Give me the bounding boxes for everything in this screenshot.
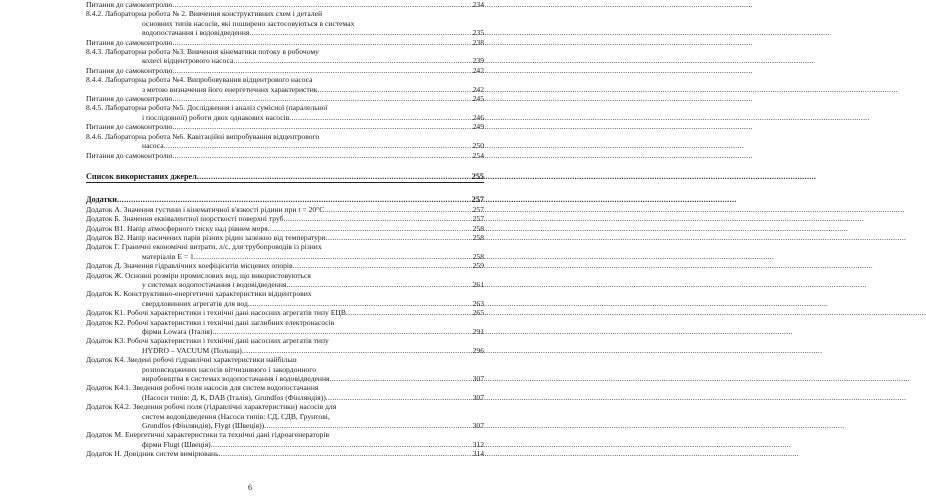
- toc-entry: [86, 195, 484, 204]
- toc-entry: [86, 75, 484, 84]
- toc-page-number: 312: [472, 439, 484, 449]
- toc-page-number: 235: [472, 28, 484, 38]
- toc-entry-title: Додаток Н. Довідник систем вимірювань: [86, 449, 219, 459]
- toc-entry-title: свердловинних агрегатів для вод: [142, 298, 248, 308]
- page-number: 6: [248, 483, 252, 492]
- toc-page-number: 259: [472, 261, 484, 271]
- toc-entry-title: колесі відцентрового насоса: [142, 56, 234, 66]
- toc-entry-title: водопостачання і водовідведення: [142, 28, 250, 38]
- toc-page-number: 263: [472, 298, 484, 308]
- toc-entry: [86, 449, 484, 458]
- toc-entry-title: 8.4.6. Лабораторна робота №6. Кавітаційні випробування відцентрового: [86, 131, 320, 141]
- toc-entry: [86, 261, 484, 270]
- toc-entry-title: 8.4.3. Лабораторна робота №3. Вивчення кінематики потоку в робочому: [86, 47, 319, 57]
- toc-page-number: 242: [472, 65, 484, 75]
- toc-page-number: 249: [472, 122, 484, 132]
- toc-entry-title: розповсюджених насосів вітчизняного і закордонного: [142, 364, 317, 374]
- toc-entry: [86, 172, 484, 181]
- toc-entry: [86, 402, 484, 411]
- toc-page-number: 250: [472, 141, 484, 151]
- toc-entry: [86, 113, 484, 122]
- toc-entry: [86, 318, 484, 327]
- toc-page-number: 245: [472, 94, 484, 104]
- toc-entry: [86, 374, 484, 383]
- toc-entry: [86, 289, 484, 298]
- toc-entry-title: Питання до самоконтролю: [86, 150, 173, 160]
- toc-page-number: 239: [472, 56, 484, 66]
- toc-page-number: 258: [472, 232, 484, 242]
- toc-entry: [86, 271, 484, 280]
- toc-page-number: 296: [472, 345, 484, 355]
- toc-leader-dots: [211, 440, 462, 449]
- toc-entry-title: Питання до самоконтролю: [86, 94, 173, 104]
- toc-page-number: 265: [472, 308, 484, 318]
- toc-entry: [86, 214, 484, 223]
- toc-leader-dots: [164, 141, 462, 150]
- toc-leader-dots: [289, 113, 462, 122]
- toc-entry-title: основних типів насосів, які поширено застосовуються в системах: [142, 18, 355, 28]
- toc-entry-title: Додаток К. Конструктивно-енергетичні характеристики відцентрових: [86, 289, 312, 299]
- toc-entry: [86, 28, 484, 37]
- table-of-contents: [86, 0, 484, 459]
- toc-entry: [86, 393, 484, 402]
- toc-entry-title: виробництва в системах водопостачання і водовідведення: [142, 374, 330, 384]
- toc-leader-dots: [172, 66, 462, 75]
- toc-leader-dots: [172, 122, 462, 131]
- toc-leader-dots: [172, 94, 462, 103]
- toc-entry-title: Додаток К4. Зведені робочі гідравлічні характеристики найбільш: [86, 355, 297, 365]
- toc-page-number: 254: [472, 150, 484, 160]
- toc-entry-title: насоса: [142, 141, 164, 151]
- toc-entry: [86, 242, 484, 251]
- toc-entry: [86, 430, 484, 439]
- toc-entry-title: Питання до самоконтролю: [86, 37, 173, 47]
- toc-page-number: 307: [472, 374, 484, 384]
- toc-entry: [86, 346, 484, 355]
- toc-leader-dots: [242, 346, 462, 355]
- toc-page-number: 314: [472, 449, 484, 459]
- toc-entry: [86, 412, 484, 421]
- toc-entry: [86, 440, 484, 449]
- toc-page-number: 255: [471, 171, 484, 181]
- toc-entry: [86, 132, 484, 141]
- toc-entry: [86, 205, 484, 214]
- toc-entry: [86, 122, 484, 131]
- toc-entry: [86, 299, 484, 308]
- toc-leader-dots: [268, 224, 462, 233]
- toc-entry-title: Додаток В1. Напір атмосферного тиску над рівнем моря: [86, 223, 268, 233]
- toc-entry-title: Додаток К1. Робочі характеристики і технічні дані насосних агрегатів типу ЕЦВ: [86, 308, 346, 318]
- toc-leader-dots: [326, 233, 462, 242]
- toc-entry: [86, 85, 484, 94]
- toc-leader-dots: [293, 261, 462, 270]
- toc-entry-title: Додаток Г. Граничні економічні витрати, л/с, для трубопроводів із різних: [86, 242, 322, 252]
- toc-leader-dots: [172, 151, 462, 160]
- toc-entry: [86, 66, 484, 75]
- toc-page-number: 291: [472, 327, 484, 336]
- toc-entry: [86, 38, 484, 47]
- toc-leader-dots: [172, 38, 462, 47]
- toc-entry-title: Додаток Б. Значення еквівалентної шорсткості поверхні труб: [86, 214, 284, 224]
- toc-entry: [86, 336, 484, 345]
- toc-leader-dots: [264, 421, 462, 430]
- toc-entry-title: фірми Flugt (Швеція): [142, 439, 211, 449]
- toc-page-number: 238: [472, 37, 484, 47]
- toc-entry: [86, 19, 484, 28]
- toc-entry: [86, 56, 484, 65]
- toc-entry: [86, 151, 484, 160]
- toc-page-number: 257: [472, 204, 484, 214]
- toc-entry: [86, 421, 484, 430]
- toc-leader-dots: [330, 374, 462, 383]
- toc-entry: [86, 355, 484, 364]
- toc-entry-title: систем водовідведення (Насоси типів: СД, СДВ, Грунтові,: [142, 411, 330, 421]
- toc-entry-title: 8.4.4. Лабораторна робота №4. Випробовування відцентрового насоса: [86, 75, 313, 85]
- toc-entry: [86, 252, 484, 261]
- toc-entry: [86, 224, 484, 233]
- toc-leader-dots: [324, 205, 462, 214]
- toc-leader-dots: [197, 172, 462, 181]
- toc-leader-dots: [233, 56, 462, 65]
- toc-entry-title: Додаток Д. Значення гідравлічних коефіцієнтів місцевих опорів: [86, 261, 293, 271]
- toc-entry-title: HYDRO – VACUUM (Польща): [142, 345, 242, 355]
- toc-entry-title: 8.4.2. Лабораторна робота № 2. Вивчення конструктивних схем і деталей: [86, 9, 323, 19]
- toc-page-number: 258: [472, 223, 484, 233]
- toc-entry-title: Додаток А. Значення густини і кінематичної в'язкості рідини при t = 20°С: [86, 204, 325, 214]
- toc-leader-dots: [249, 28, 462, 37]
- toc-entry: [86, 327, 484, 336]
- toc-entry-title: Питання до самоконтролю: [86, 122, 173, 132]
- toc-leader-dots: [172, 0, 462, 9]
- toc-entry-title: Додаток М. Енергетичні характеристики та технічні дані гідроагенераторів: [86, 430, 330, 440]
- toc-entry-title: Додаток К2. Робочі характеристики і технічні дані заглибних електронасосів: [86, 317, 335, 327]
- toc-entry-title: фірми Lowara (Італія): [142, 327, 213, 336]
- toc-entry-title: у системах водопостачання і водовідведення: [142, 279, 287, 289]
- toc-entry: [86, 103, 484, 112]
- toc-entry: [86, 383, 484, 392]
- toc-leader-dots: [317, 85, 462, 94]
- toc-leader-dots: [326, 393, 462, 402]
- toc-page-number: 261: [472, 279, 484, 289]
- toc-page-number: 307: [472, 392, 484, 402]
- toc-entry: [86, 141, 484, 150]
- toc-entry-title: з метою визначення його енергетичних характеристик: [142, 84, 318, 94]
- toc-entry-title: Додаток К3. Робочі характеристики і технічні дані насосних агрегатів типу: [86, 336, 329, 346]
- toc-page-number: 234: [472, 0, 484, 9]
- toc-entry-title: і послідовної) роботи двох однакових насосів: [142, 112, 290, 122]
- toc-entry-title: 8.4.5. Лабораторна робота №5. Дослідження і аналіз сумісної (паралельної: [86, 103, 328, 113]
- toc-entry: [86, 365, 484, 374]
- toc-leader-dots: [284, 214, 462, 223]
- toc-entry-title: (Насоси типів: Д, К, DAB (Італія), Grundfos (Фінляндія)): [142, 392, 326, 402]
- toc-entry: [86, 47, 484, 56]
- toc-page-number: 307: [472, 421, 484, 431]
- section-divider: [86, 182, 484, 183]
- toc-leader-dots: [117, 195, 462, 204]
- toc-entry: [86, 94, 484, 103]
- toc-entry: [86, 0, 484, 9]
- toc-leader-dots: [212, 327, 462, 336]
- toc-entry-title: Додаток К4.2. Зведення робочі поля (гідравлічні характеристики) насосів для: [86, 402, 337, 412]
- toc-page-number: 246: [472, 112, 484, 122]
- toc-leader-dots: [219, 449, 462, 458]
- toc-leader-dots: [248, 299, 462, 308]
- toc-leader-dots: [346, 308, 462, 317]
- toc-entry-title: матеріалів Е = 1: [142, 251, 194, 261]
- toc-entry-title: Список використаних джерел: [86, 171, 197, 181]
- toc-page-number: 242: [472, 84, 484, 94]
- toc-entry: [86, 233, 484, 242]
- toc-entry-title: Додаток Ж. Основні розміри промислових вод, що використовуються: [86, 270, 311, 280]
- toc-leader-dots: [286, 280, 462, 289]
- toc-page-number: 257: [472, 214, 484, 224]
- toc-entry: [86, 9, 484, 18]
- toc-entry-title: Додатки: [86, 195, 117, 205]
- toc-entry: [86, 308, 484, 317]
- toc-entry-title: Додаток В2. Напір насичених парів різних рідин залежно від температури: [86, 232, 326, 242]
- toc-page-number: 258: [472, 251, 484, 261]
- toc-entry-title: Grundfos (Фінляндія), Flygt (Швеція)): [142, 421, 265, 431]
- toc-entry-title: Додаток К4.1. Зведення робочі поля насосів для систем водопостачання: [86, 383, 319, 393]
- toc-entry-title: Питання до самоконтролю: [86, 0, 173, 9]
- toc-entry: [86, 280, 484, 289]
- toc-page-number: 257: [471, 195, 484, 205]
- toc-entry-title: Питання до самоконтролю: [86, 65, 173, 75]
- toc-leader-dots: [194, 252, 462, 261]
